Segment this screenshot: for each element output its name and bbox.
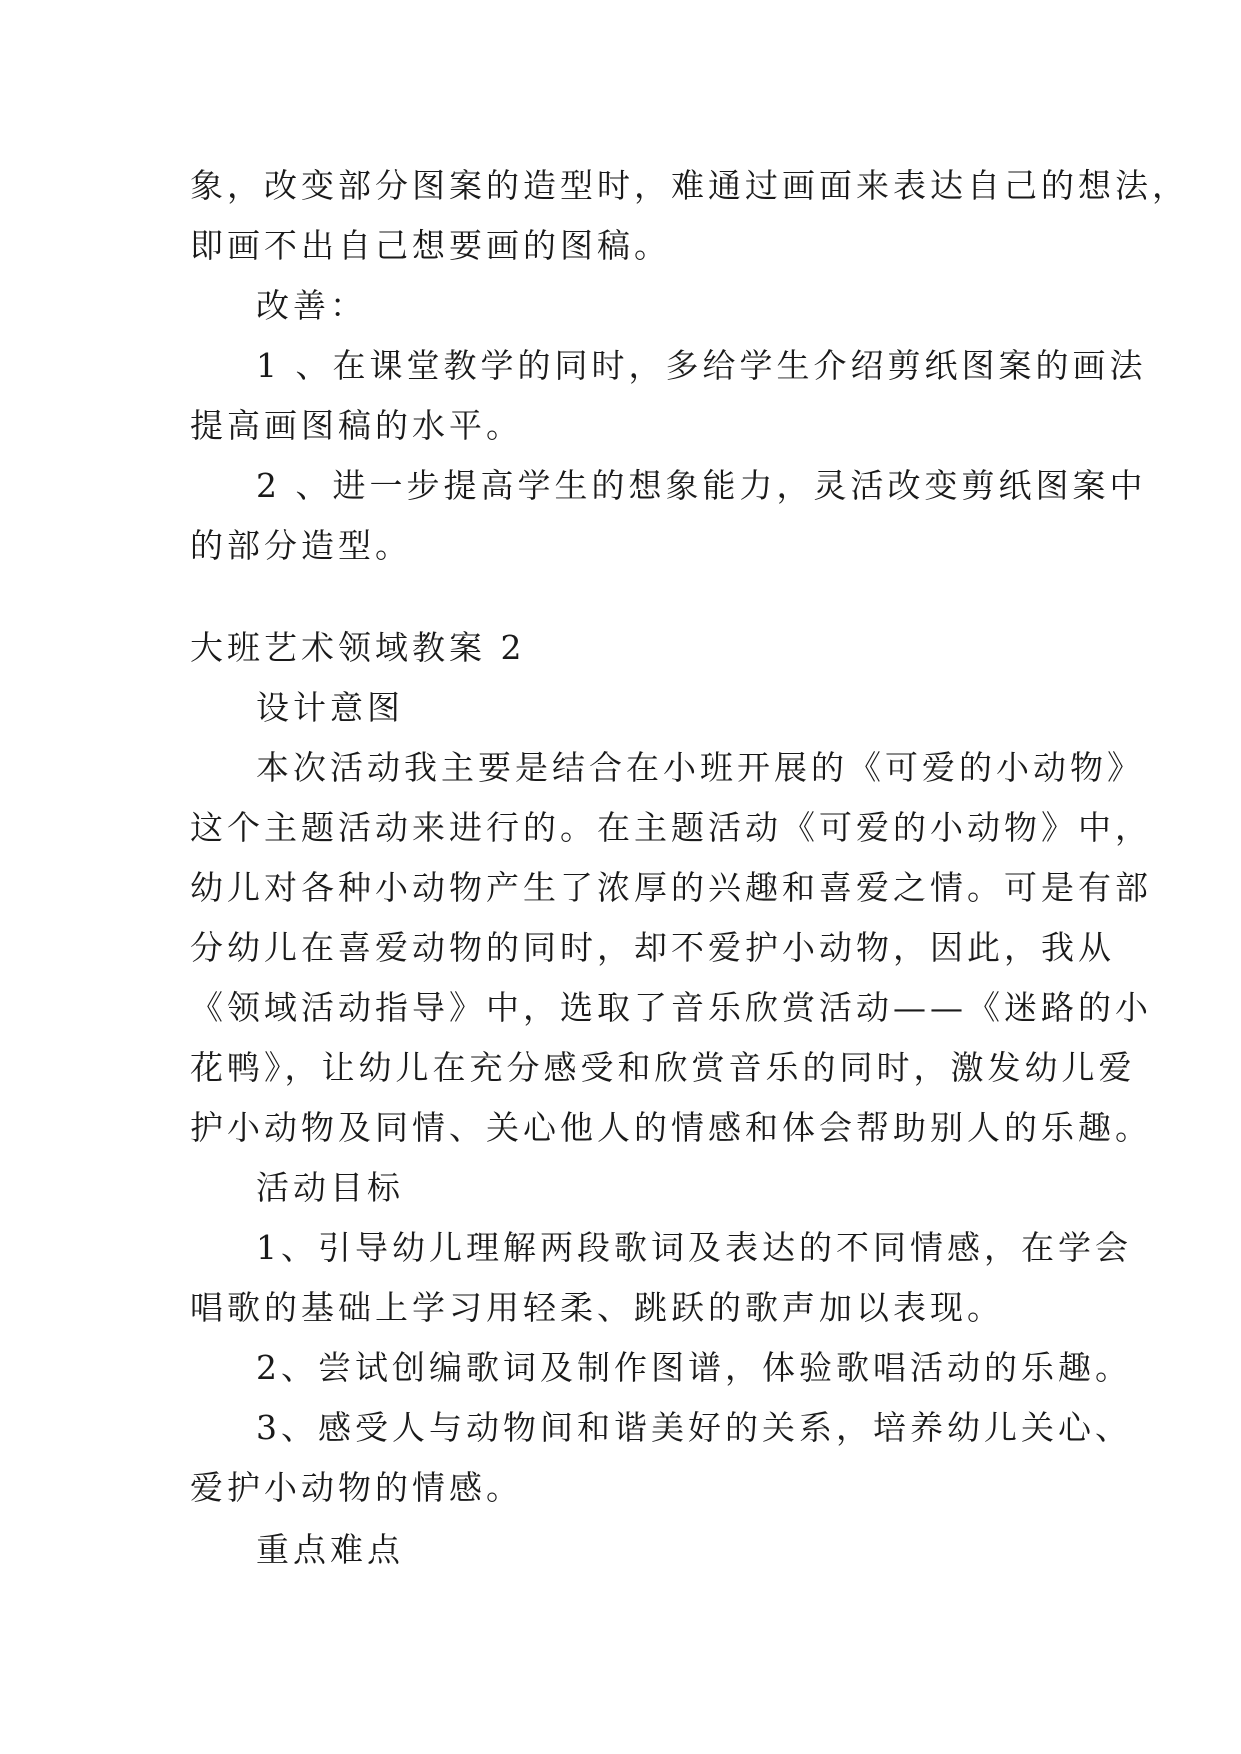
text-line: 即画不出自己想要画的图稿。 <box>190 226 671 265</box>
section-heading: 活动目标 <box>256 1168 404 1207</box>
text-line: 这个主题活动来进行的。在主题活动《可爱的小动物》中， <box>190 808 1152 847</box>
text-line: 花鸭》，让幼儿在充分感受和欣赏音乐的同时，激发幼儿爱 <box>190 1048 1136 1087</box>
text-line: 1、引导幼儿理解两段歌词及表达的不同情感，在学会 <box>256 1228 1132 1267</box>
document-title: 大班艺术领域教案 2 <box>190 628 526 667</box>
text-line: 分幼儿在喜爱动物的同时，却不爱护小动物，因此，我从 <box>190 928 1115 967</box>
text-line: 2 、进一步提高学生的想象能力，灵活改变剪纸图案中 <box>256 466 1147 505</box>
text-line: 3、感受人与动物间和谐美好的关系，培养幼儿关心、 <box>256 1408 1132 1447</box>
section-heading: 改善： <box>256 286 367 325</box>
text-line: 象，改变部分图案的造型时，难通过画面来表达自己的想法， <box>190 166 1189 205</box>
text-line: 的部分造型。 <box>190 526 412 565</box>
text-line: 《领域活动指导》中，选取了音乐欣赏活动——《迷路的小 <box>190 988 1152 1027</box>
text-line: 本次活动我主要是结合在小班开展的《可爱的小动物》 <box>256 748 1144 787</box>
section-heading: 设计意图 <box>256 688 404 727</box>
text-line: 唱歌的基础上学习用轻柔、跳跃的歌声加以表现。 <box>190 1288 1004 1327</box>
text-line: 2、尝试创编歌词及制作图谱，体验歌唱活动的乐趣。 <box>256 1348 1132 1387</box>
text-line: 护小动物及同情、关心他人的情感和体会帮助别人的乐趣。 <box>190 1108 1152 1147</box>
section-heading: 重点难点 <box>256 1530 404 1569</box>
text-line: 幼儿对各种小动物产生了浓厚的兴趣和喜爱之情。可是有部 <box>190 868 1152 907</box>
text-line: 1 、在课堂教学的同时，多给学生介绍剪纸图案的画法 <box>256 346 1147 385</box>
text-line: 爱护小动物的情感。 <box>190 1468 523 1507</box>
text-line: 提高画图稿的水平。 <box>190 406 523 445</box>
